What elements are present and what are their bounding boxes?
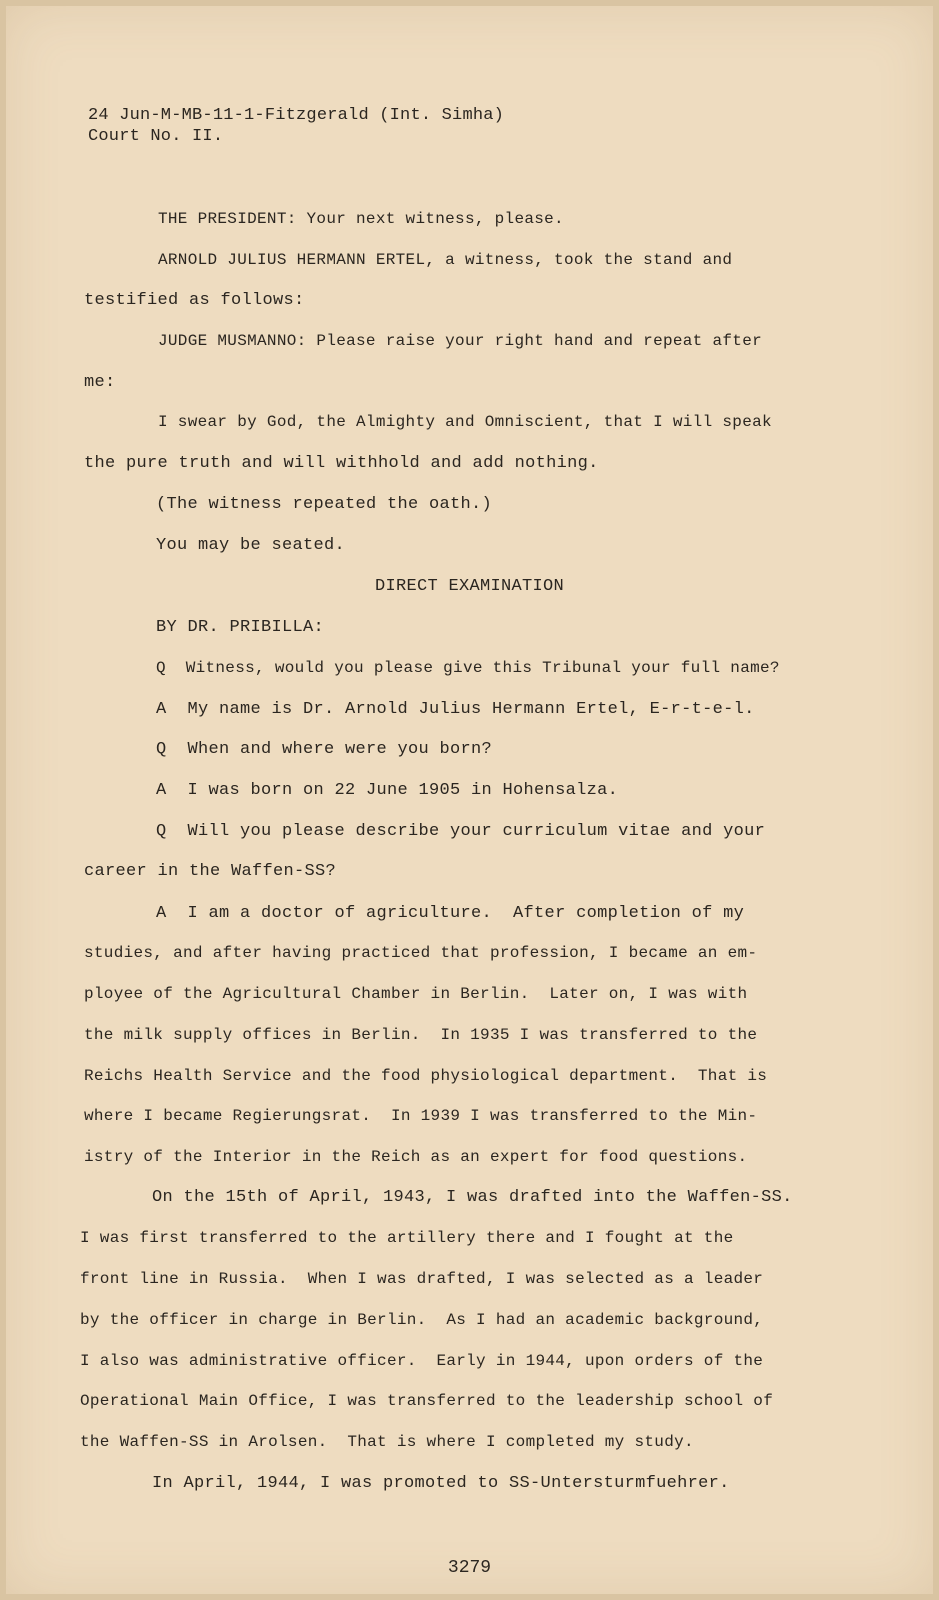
page-number: 3279 (447, 1558, 492, 1578)
line-a-vitae-6: where I became Regierungsrat. In 1939 I was transferred to the Min- (84, 1107, 758, 1125)
line-seated: You may be seated. (156, 536, 346, 555)
line-by-counsel: BY DR. PRIBILLA: (156, 618, 325, 637)
line-a-vitae-1: A I am a doctor of agriculture. After completion of my (156, 904, 745, 923)
line-drafted-2: I was first transferred to the artillery there and I fought at the (80, 1229, 734, 1247)
line-drafted-6: Operational Main Office, I was transferred to the leadership school of (80, 1392, 774, 1410)
line-a-vitae-2: studies, and after having practiced that profession, I became an em- (84, 944, 758, 962)
line-testified: testified as follows: (84, 291, 305, 310)
line-a-vitae-7: istry of the Interior in the Reich as an expert for food questions. (84, 1148, 748, 1166)
line-a-name: A My name is Dr. Arnold Julius Hermann Ertel, E-r-t-e-l. (156, 700, 755, 719)
line-drafted-1: On the 15th of April, 1943, I was drafted into the Waffen-SS. (152, 1188, 793, 1207)
line-witness-intro: ARNOLD JULIUS HERMANN ERTEL, a witness, took the stand and (158, 251, 733, 269)
line-judge: JUDGE MUSMANNO: Please raise your right hand and repeat after (158, 332, 762, 350)
line-q-vitae: Q Will you please describe your curriculum vitae and your (156, 822, 766, 841)
line-oath-2: the pure truth and will withhold and add nothing. (84, 454, 599, 473)
line-a-vitae-3: ployee of the Agricultural Chamber in Berlin. Later on, I was with (84, 985, 748, 1003)
line-a-vitae-4: the milk supply offices in Berlin. In 1935 I was transferred to the (84, 1026, 758, 1044)
line-president: THE PRESIDENT: Your next witness, please. (158, 210, 564, 228)
line-me: me: (84, 373, 116, 392)
line-q-vitae-2: career in the Waffen-SS? (84, 862, 337, 881)
line-q-name: Q Witness, would you please give this Tribunal your full name? (156, 659, 780, 677)
header-court: Court No. II. (88, 127, 224, 146)
header-reference: 24 Jun-M-MB-11-1-Fitzgerald (Int. Simha) (88, 106, 505, 125)
section-heading: DIRECT EXAMINATION (374, 577, 565, 596)
line-q-born: Q When and where were you born? (156, 740, 493, 759)
line-a-vitae-5: Reichs Health Service and the food physiological department. That is (84, 1067, 768, 1085)
line-oath-1: I swear by God, the Almighty and Omniscient, that I will speak (158, 413, 772, 431)
line-drafted-5: I also was administrative officer. Early in 1944, upon orders of the (80, 1352, 764, 1370)
line-drafted-4: by the officer in charge in Berlin. As I had an academic background, (80, 1311, 764, 1329)
line-oath-repeated: (The witness repeated the oath.) (156, 495, 493, 514)
line-drafted-7: the Waffen-SS in Arolsen. That is where I completed my study. (80, 1433, 694, 1451)
line-drafted-3: front line in Russia. When I was drafted, I was selected as a leader (80, 1270, 764, 1288)
line-a-born: A I was born on 22 June 1905 in Hohensalza. (156, 781, 619, 800)
line-promoted: In April, 1944, I was promoted to SS-Untersturmfuehrer. (152, 1474, 730, 1493)
